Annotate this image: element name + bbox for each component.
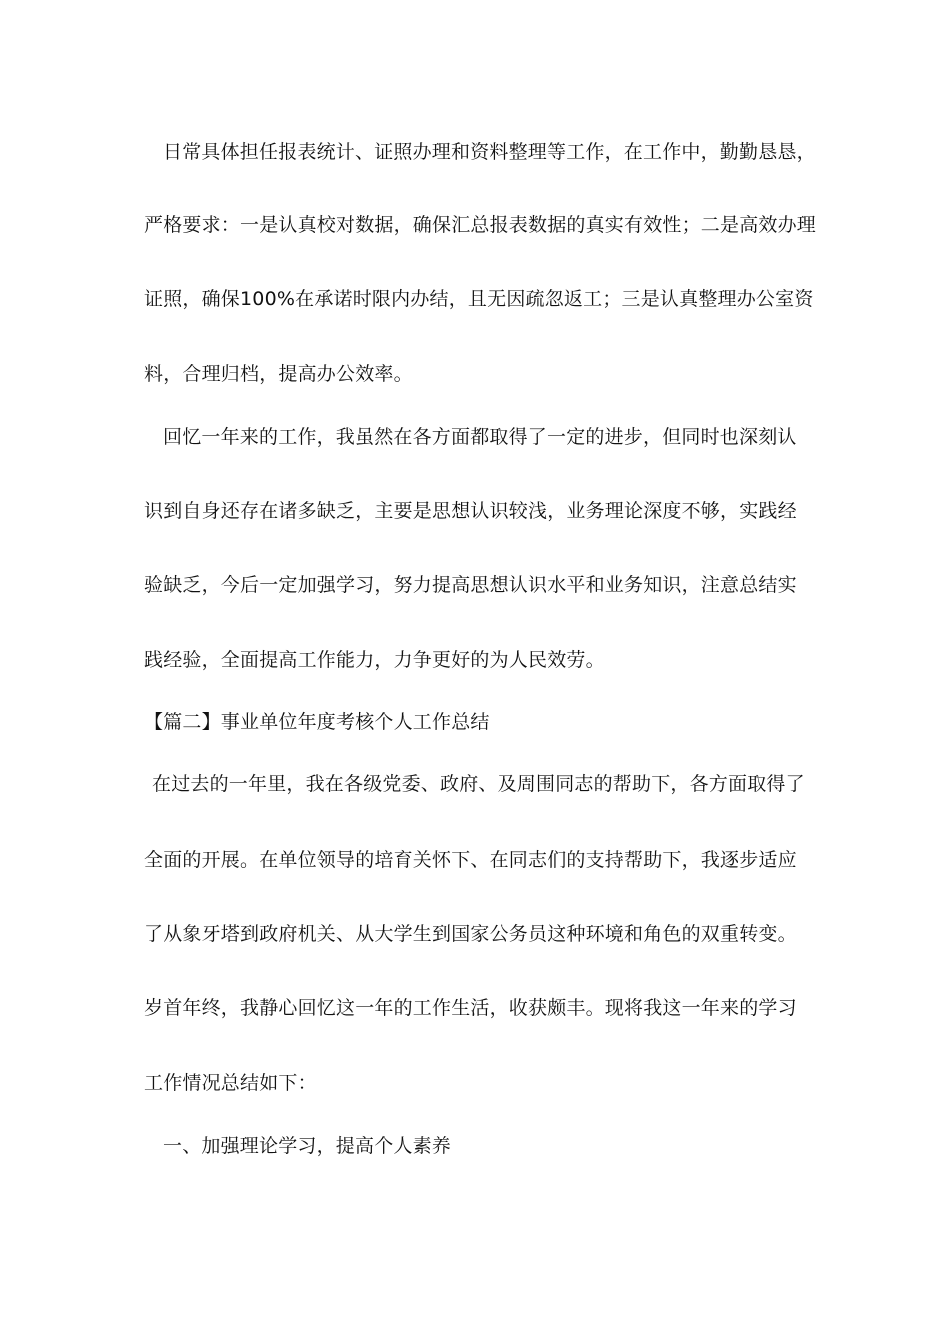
paragraph-line: 日常具体担任报表统计、证照办理和资料整理等工作，在工作中，勤勤恳恳， (163, 141, 816, 163)
paragraph-line: 严格要求：一是认真校对数据，确保汇总报表数据的真实有效性；二是高效办理 (144, 214, 817, 236)
subsection-heading: 一、加强理论学习，提高个人素养 (163, 1135, 452, 1157)
paragraph-line: 了从象牙塔到政府机关、从大学生到国家公务员这种环境和角色的双重转变。 (144, 923, 797, 945)
paragraph-line: 回忆一年来的工作，我虽然在各方面都取得了一定的进步，但同时也深刻认 (163, 426, 797, 448)
paragraph-line: 工作情况总结如下： (144, 1072, 317, 1094)
paragraph-line: 证照，确保100%在承诺时限内办结，且无因疏忽返工；三是认真整理办公室资 (144, 288, 814, 310)
paragraph-line: 践经验，全面提高工作能力，力争更好的为人民效劳。 (144, 649, 605, 671)
paragraph-line: 验缺乏，今后一定加强学习，努力提高思想认识水平和业务知识，注意总结实 (144, 574, 797, 596)
paragraph-line: 料，合理归档，提高办公效率。 (144, 363, 413, 385)
section-heading: 【篇二】事业单位年度考核个人工作总结 (144, 711, 490, 733)
paragraph-line: 识到自身还存在诸多缺乏，主要是思想认识较浅，业务理论深度不够，实践经 (144, 500, 797, 522)
paragraph-line: 全面的开展。在单位领导的培育关怀下、在同志们的支持帮助下，我逐步适应 (144, 849, 797, 871)
paragraph-line: 在过去的一年里，我在各级党委、政府、及周围同志的帮助下，各方面取得了 (152, 773, 805, 795)
paragraph-line: 岁首年终，我静心回忆这一年的工作生活，收获颇丰。现将我这一年来的学习 (144, 997, 797, 1019)
